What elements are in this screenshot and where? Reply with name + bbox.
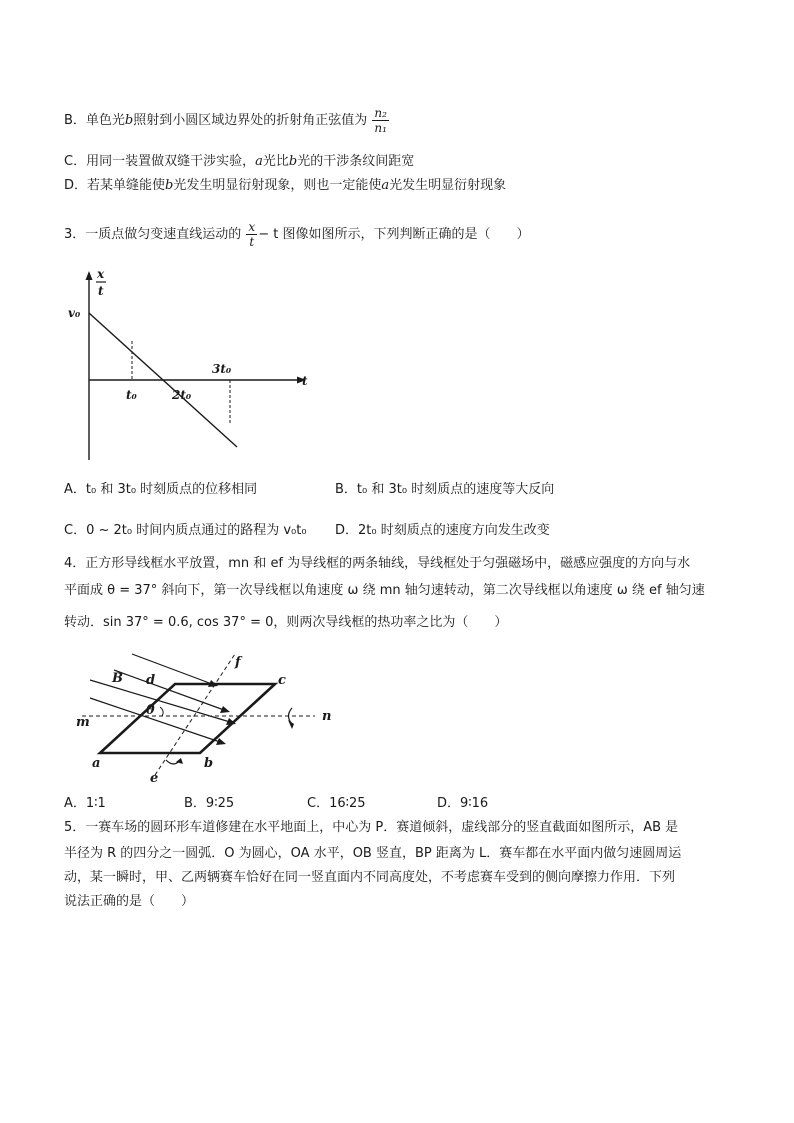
q5-line3: 动，某一瞬时，甲、乙两辆赛车恰好在同一竖直面内不同高度处，不考虑赛车受到的侧向摩擦力作用．下列: [64, 870, 676, 885]
q3-label-2t0: 2t₀: [172, 388, 192, 402]
q5-line4: 说法正确的是（ ）: [64, 894, 195, 909]
q4-label-a: a: [92, 756, 101, 771]
q4-label-e: e: [150, 771, 159, 785]
q3-option-b: B．t₀ 和 3t₀ 时刻质点的速度等大反向: [335, 482, 555, 497]
q2-option-d: D．若某单缝能使b光发生明显衍射现象，则也一定能使a光发生明显衍射现象: [64, 178, 507, 193]
q4-label-B: B: [112, 671, 123, 686]
q3-ylabel-x: x: [97, 267, 105, 281]
q4-field-arrowheads: [208, 680, 236, 745]
q3-option-a: A．t₀ 和 3t₀ 时刻质点的位移相同: [64, 482, 258, 497]
q5-line2: 半径为 R 的四分之一圆弧．O 为圆心，OA 水平，OB 竖直，BP 距离为 L．赛车都在水平面内做匀速圆周运: [64, 846, 682, 861]
q4-option-c: C．16∶25: [307, 796, 366, 811]
q2-option-b: B．单色光b照射到小圆区域边界处的折射角正弦值为 $\frac{\text{n₂}}{\text{n₁}}$: [64, 106, 387, 135]
q3-label-3t0: 3t₀: [212, 362, 232, 376]
q4-label-d: d: [146, 673, 156, 688]
q3-fraction-x-t: $\frac{x}{t}$: [248, 220, 256, 249]
q3-graph: [62, 265, 322, 465]
q3-ylabel-t: t: [98, 284, 104, 298]
q3-label-v0: v₀: [68, 306, 81, 320]
q3-option-d: D．2t₀ 时刻质点的速度方向发生改变: [335, 523, 550, 538]
q2-fraction-n2-n1: $\frac{\text{n₂}}{\text{n₁}}$: [374, 106, 387, 135]
q5-line1: 5．一赛车场的圆环形车道修建在水平地面上，中心为 P．赛道倾斜，虚线部分的竖直截面如图所示，AB 是: [64, 820, 679, 835]
q3-label-t0: t₀: [126, 388, 137, 402]
q4-label-theta: θ: [146, 703, 155, 718]
q4-angle-arc: [160, 707, 163, 716]
q4-label-b: b: [204, 756, 214, 771]
q4-axis-ef: [155, 654, 235, 775]
q4-stem-line3: 转动．sin 37° = 0.6, cos 37° = 0，则两次导线框的热功率之比为（ ）: [64, 615, 508, 630]
q3-option-c: C．0 ~ 2t₀ 时间内质点通过的路程为 v₀t₀: [64, 523, 307, 538]
q4-label-f: f: [235, 655, 241, 670]
q3-y-axis-arrow: [86, 271, 93, 280]
q4-label-n: n: [322, 709, 332, 724]
q4-option-d: D．9∶16: [437, 796, 489, 811]
q4-label-c: c: [278, 673, 286, 688]
q4-label-m: m: [76, 715, 90, 730]
q4-wire-frame: [100, 684, 275, 753]
q4-option-a: A．1∶1: [64, 796, 106, 811]
q4-rotation-mn-arrowhead: [288, 720, 294, 729]
q3-stem: 3．一质点做匀变速直线运动的 $\frac{x}{t}$ − t 图像如图所示，下列判断正确的是（ ）: [64, 220, 530, 249]
q4-stem-line1: 4．正方形导线框水平放置，mn 和 ef 为导线框的两条轴线，导线框处于匀强磁场中，磁感应强度的方向与水: [64, 556, 691, 571]
q3-label-t: t: [302, 374, 308, 388]
q4-figure: [70, 650, 360, 785]
q4-option-b: B．9∶25: [184, 796, 235, 811]
q4-stem-line2: 平面成 θ = 37° 斜向下，第一次导线框以角速度 ω 绕 mn 轴匀速转动，第二次导线框以角速度 ω 绕 ef 轴匀速: [64, 583, 705, 598]
q2-option-c: C．用同一装置做双缝干涉实验，a光比b光的干涉条纹间距宽: [64, 154, 415, 169]
